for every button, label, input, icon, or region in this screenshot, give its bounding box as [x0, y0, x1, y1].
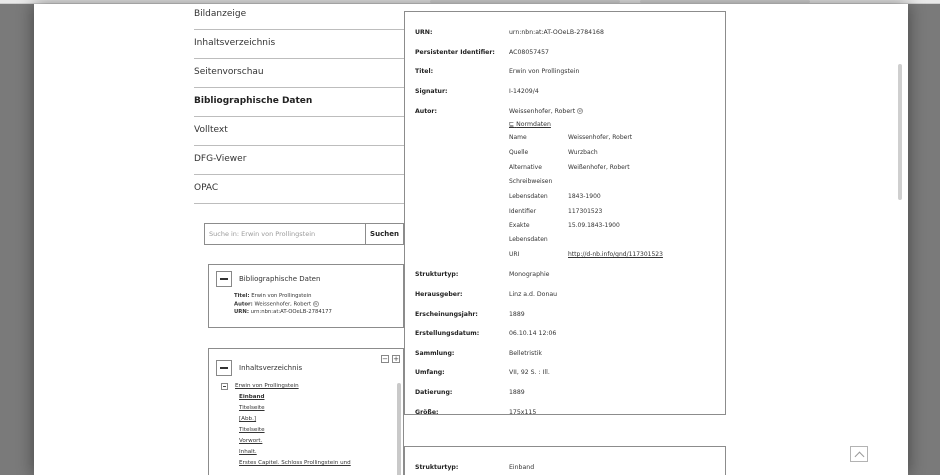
bib-box-autor: [234, 301, 332, 309]
bib-box-meta: [234, 293, 332, 316]
gnd-key: Alternative: [509, 164, 542, 171]
gnd-value: 1843-1900: [568, 193, 601, 200]
bib-box-titel: [234, 293, 332, 301]
gnd-value: Weißenhofer, Robert: [568, 164, 630, 171]
urn-label: URN:: [234, 308, 249, 315]
gnd-value: 117301523: [568, 208, 603, 215]
titel-label: Titel:: [415, 68, 434, 75]
erstellungsdatum-value: 06.10.14 12:06: [509, 330, 557, 337]
titel-label: Titel:: [234, 293, 250, 299]
toc-node-collapse-icon[interactable]: [221, 383, 228, 390]
autor-value: Weissenhofer, Robert: [254, 301, 312, 307]
sidebar-item-label: Volltext: [194, 125, 228, 135]
sidebar-item-bibliographische-daten[interactable]: [194, 88, 404, 117]
datierung-value: 1889: [509, 389, 525, 396]
urn-value: urn:nbn:at:AT-OOeLB-2784168: [509, 29, 604, 36]
sidebar-item-label: DFG-Viewer: [194, 154, 247, 164]
toc-scrollbar[interactable]: [397, 383, 401, 475]
gnd-key: Quelle: [509, 149, 529, 156]
bib-details-panel-einband: [404, 446, 726, 475]
gnd-key: Identifier: [509, 208, 537, 215]
bib-box-title: Bibliographische Daten: [239, 275, 321, 283]
page-window: [34, 4, 908, 475]
toc-entry-abb[interactable]: [Abb.]: [239, 416, 257, 422]
wikipedia-icon[interactable]: w: [314, 300, 318, 306]
sidebar-item-dfg-viewer[interactable]: [194, 146, 404, 175]
signatur-label: Signatur:: [415, 88, 448, 95]
sidebar-item-inhaltsverzeichnis[interactable]: [194, 30, 404, 59]
strukturtyp-value: Einband: [509, 464, 535, 471]
sidebar-item-opac[interactable]: [194, 175, 404, 204]
strukturtyp-value: Monographie: [509, 271, 550, 278]
search-input[interactable]: [205, 224, 365, 244]
datierung-label: Datierung:: [415, 389, 453, 396]
collapse-icon[interactable]: [216, 271, 232, 287]
urn-label: URN:: [415, 29, 433, 36]
address-bar[interactable]: [430, 0, 620, 3]
autor-name[interactable]: Weissenhofer, Robert: [509, 108, 576, 115]
erscheinungsjahr-value: 1889: [509, 311, 525, 318]
toc-entry-inhalt[interactable]: Inhalt.: [239, 449, 257, 455]
groesse-value: 175x115: [509, 409, 537, 416]
pid-label: Persistenter Identifier:: [415, 49, 495, 56]
autor-label: Autor:: [234, 301, 253, 307]
sidebar-nav: [194, 4, 404, 204]
toc-box-title: Inhaltsverzeichnis: [239, 364, 303, 372]
herausgeber-value: Linz a.d. Donau: [509, 291, 558, 298]
sidebar-item-seitenvorschau[interactable]: [194, 59, 404, 88]
toc-entry-erstes-capitel[interactable]: Erstes Capitel. Schloss Prollingstein und: [239, 460, 351, 466]
normdaten-toggle[interactable]: [509, 121, 551, 128]
search-button[interactable]: Suchen: [365, 224, 403, 244]
sammlung-value: Belletristik: [509, 350, 542, 357]
tree-icon: ⊑: [509, 121, 515, 128]
gnd-value: Weissenhofer, Robert: [568, 134, 633, 141]
sidebar-item-label: Seitenvorschau: [194, 67, 264, 77]
signatur-value: I-14209/4: [509, 88, 539, 95]
erscheinungsjahr-label: Erscheinungsjahr:: [415, 311, 478, 318]
gnd-key: Schreibweisen: [509, 178, 553, 185]
autor-label: Autor:: [415, 108, 437, 115]
sidebar-item-label: OPAC: [194, 183, 219, 193]
toc-root-link[interactable]: Erwin von Prollingstein: [235, 383, 299, 389]
gnd-key: Lebensdaten: [509, 236, 548, 243]
autor-value: [509, 108, 583, 115]
toc-entry-einband[interactable]: Einband: [239, 394, 265, 400]
strukturtyp-label: Strukturtyp:: [415, 271, 459, 278]
normdaten-label: Normdaten: [516, 121, 551, 128]
page-scrollbar[interactable]: [898, 64, 902, 200]
umfang-label: Umfang:: [415, 369, 445, 376]
sidebar-item-label: Inhaltsverzeichnis: [194, 38, 276, 48]
umfang-value: VII, 92 S. : Ill.: [509, 369, 550, 376]
sidebar-item-label: Bibliographische Daten: [194, 96, 313, 106]
sidebar-item-volltext[interactable]: [194, 117, 404, 146]
gnd-key: Lebensdaten: [509, 193, 548, 200]
herausgeber-label: Herausgeber:: [415, 291, 463, 298]
bib-data-box: [208, 264, 404, 328]
gnd-uri-link[interactable]: http://d-nb.info/gnd/117301523: [568, 251, 663, 258]
gnd-key: URI: [509, 251, 520, 258]
toc-entry-titelseite-2[interactable]: Titelseite: [239, 427, 265, 433]
urn-value: urn:nbn:at:AT-OOeLB-2784177: [250, 308, 332, 315]
scroll-to-top-button[interactable]: [850, 446, 868, 462]
groesse-label: Größe:: [415, 409, 439, 416]
toc-expand-all-button[interactable]: +: [393, 355, 399, 363]
titel-value: Erwin von Prollingstein: [509, 68, 580, 75]
bib-details-panel: [404, 11, 726, 415]
search-bar[interactable]: [640, 0, 810, 3]
toc-entry-titelseite[interactable]: Titelseite: [239, 405, 265, 411]
gnd-value: Wurzbach: [568, 149, 598, 156]
gnd-key: Name: [509, 134, 527, 141]
toc-box: [208, 348, 404, 475]
sammlung-label: Sammlung:: [415, 350, 455, 357]
sidebar-item-label: Bildanzeige: [194, 9, 247, 19]
gnd-key: Exakte: [509, 222, 530, 229]
bib-box-urn: [234, 309, 332, 317]
titel-value: Erwin von Prollingstein: [251, 293, 312, 299]
erstellungsdatum-label: Erstellungsdatum:: [415, 330, 480, 337]
toc-entry-vorwort[interactable]: Vorwort.: [239, 438, 263, 444]
pid-value: AC08057457: [509, 49, 549, 56]
wikipedia-icon[interactable]: w: [578, 108, 582, 113]
search-form: [204, 223, 404, 245]
toc-collapse-all-button[interactable]: −: [382, 355, 388, 363]
gnd-value: 15.09.1843-1900: [568, 222, 620, 229]
sidebar-item-bildanzeige[interactable]: [194, 4, 404, 30]
strukturtyp-label: Strukturtyp:: [415, 464, 459, 471]
collapse-icon[interactable]: [216, 360, 232, 376]
